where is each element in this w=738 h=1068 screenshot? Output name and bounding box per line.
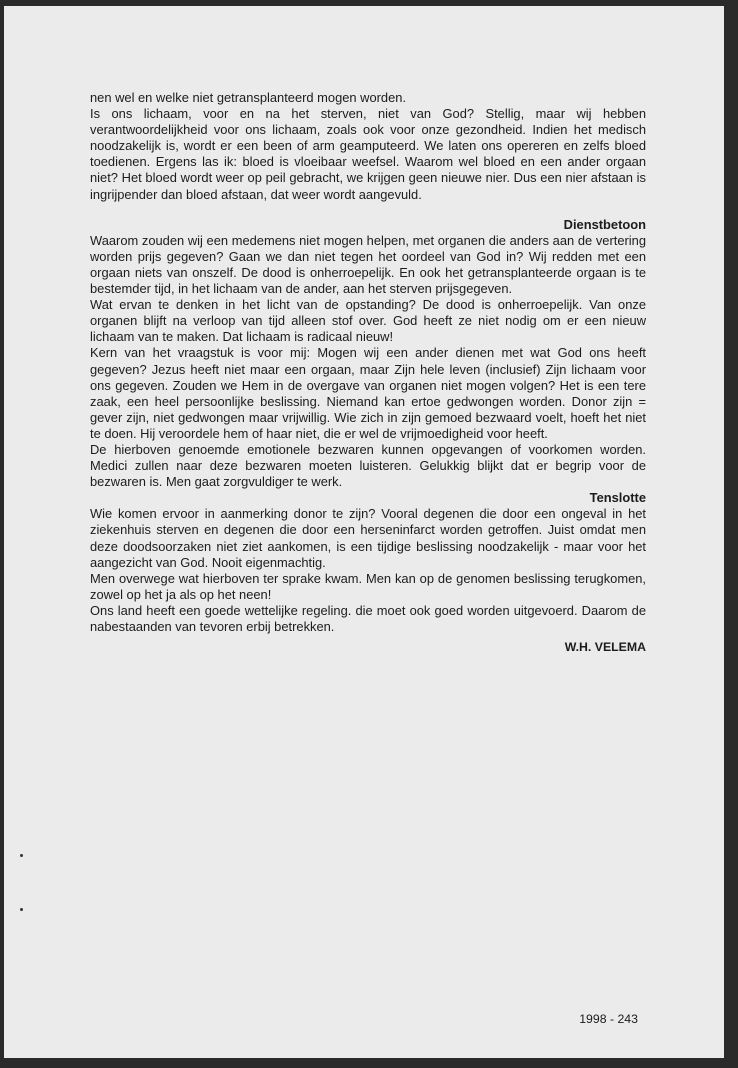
paragraph: Is ons lichaam, voor en na het sterven, niet van God? Stellig, maar wij hebben verantwoordelijkheid voor ons lichaam, zoals ook voor onze gezondheid. Indien het medisch noodzakelijk is, wordt er een been of arm geamputeerd. We laten ons opereren en zelfs bloed toedienen. Ergens las ik: bloed is vloeibaar weefsel. Waarom wel bloed en een ander orgaan niet? Het bloed wordt weer op peil gebracht, we krijgen geen nieuwe nier. Dus een nier afstaan is ingrijpender dan bloed afstaan, dat weer wordt aangevuld. [90,106,646,202]
page-number: 1998 - 243 [579,1012,638,1026]
article-body [90,90,646,655]
document-page [4,6,724,1058]
paragraph: Waarom zouden wij een medemens niet mogen helpen, met organen die anders aan de vertering worden prijs gegeven? Gaan we dan niet tegen het oordeel van God in? Wij redden met een orgaan niets van onszelf. De dood is onherroepelijk. En ook het getransplanteerde orgaan is te bestemder tijd, in het lichaam van de ander, aan het sterven prijsgegeven. [90,232,646,297]
author-signature: W.H. VELEMA [564,640,646,655]
paragraph: Wat ervan te denken in het licht van de opstanding? De dood is onherroepelijk. Van onze organen blijft na verloop van tijd alleen stof over. God heeft ze niet nodig om er een nieuw lichaam van te maken. Dat lichaam is radicaal nieuw! [90,297,646,345]
paragraph: nen wel en welke niet getransplanteerd mogen worden. [90,90,407,105]
paragraph: Wie komen ervoor in aanmerking donor te zijn? Vooral degenen die door een ongeval in het ziekenhuis sterven en degenen die door een herseninfarct worden getroffen. Juist omdat men deze doodsoorzaken niet ziet aankomen, is een tijdige beslissing noodzakelijk - maar voor het aangezicht van God. Nooit eigenmachtig. [90,506,646,570]
section-heading-tenslotte: Tenslotte [589,490,646,506]
paragraph: Men overwege wat hierboven ter sprake kwam. Men kan op de genomen beslissing terugkomen, zowel op het ja als op het neen! [90,570,646,602]
paragraph: Ons land heeft een goede wettelijke regeling. die moet ook goed worden uitgevoerd. Daarom de nabestaanden van tevoren erbij betrekken. [90,602,646,634]
paragraph: Kern van het vraagstuk is voor mij: Mogen wij een ander dienen met wat God ons heeft gegeven? Jezus heeft niet maar een orgaan, maar Zijn hele leven (inclusief) Zijn lichaam voor ons gegeven. Zouden we Hem in de overgave van organen niet mogen volgen? Het is een tere zaak, een heel persoonlijke beslissing. Niemand kan ertoe gedwongen worden. Donor zijn = gever zijn, niet gedwongen maar vrijwillig. Wie zich in zijn gemoed bezwaard voelt, hoeft het niet te doen. Hij veroordele hem of haar niet, die er wel de vrijmoedigheid voor heeft. [90,345,646,441]
scan-mark [20,854,23,857]
scan-mark [20,908,23,911]
paragraph: De hierboven genoemde emotionele bezwaren kunnen opgevangen of voorkomen worden. Medici zullen naar deze bezwaren moeten luisteren. Gelukkig blijkt dat er begrip voor de bezwaren is. Men gaat zorgvuldiger te werk. [90,441,646,490]
section-heading-dienstbetoon: Dienstbetoon [563,216,646,232]
